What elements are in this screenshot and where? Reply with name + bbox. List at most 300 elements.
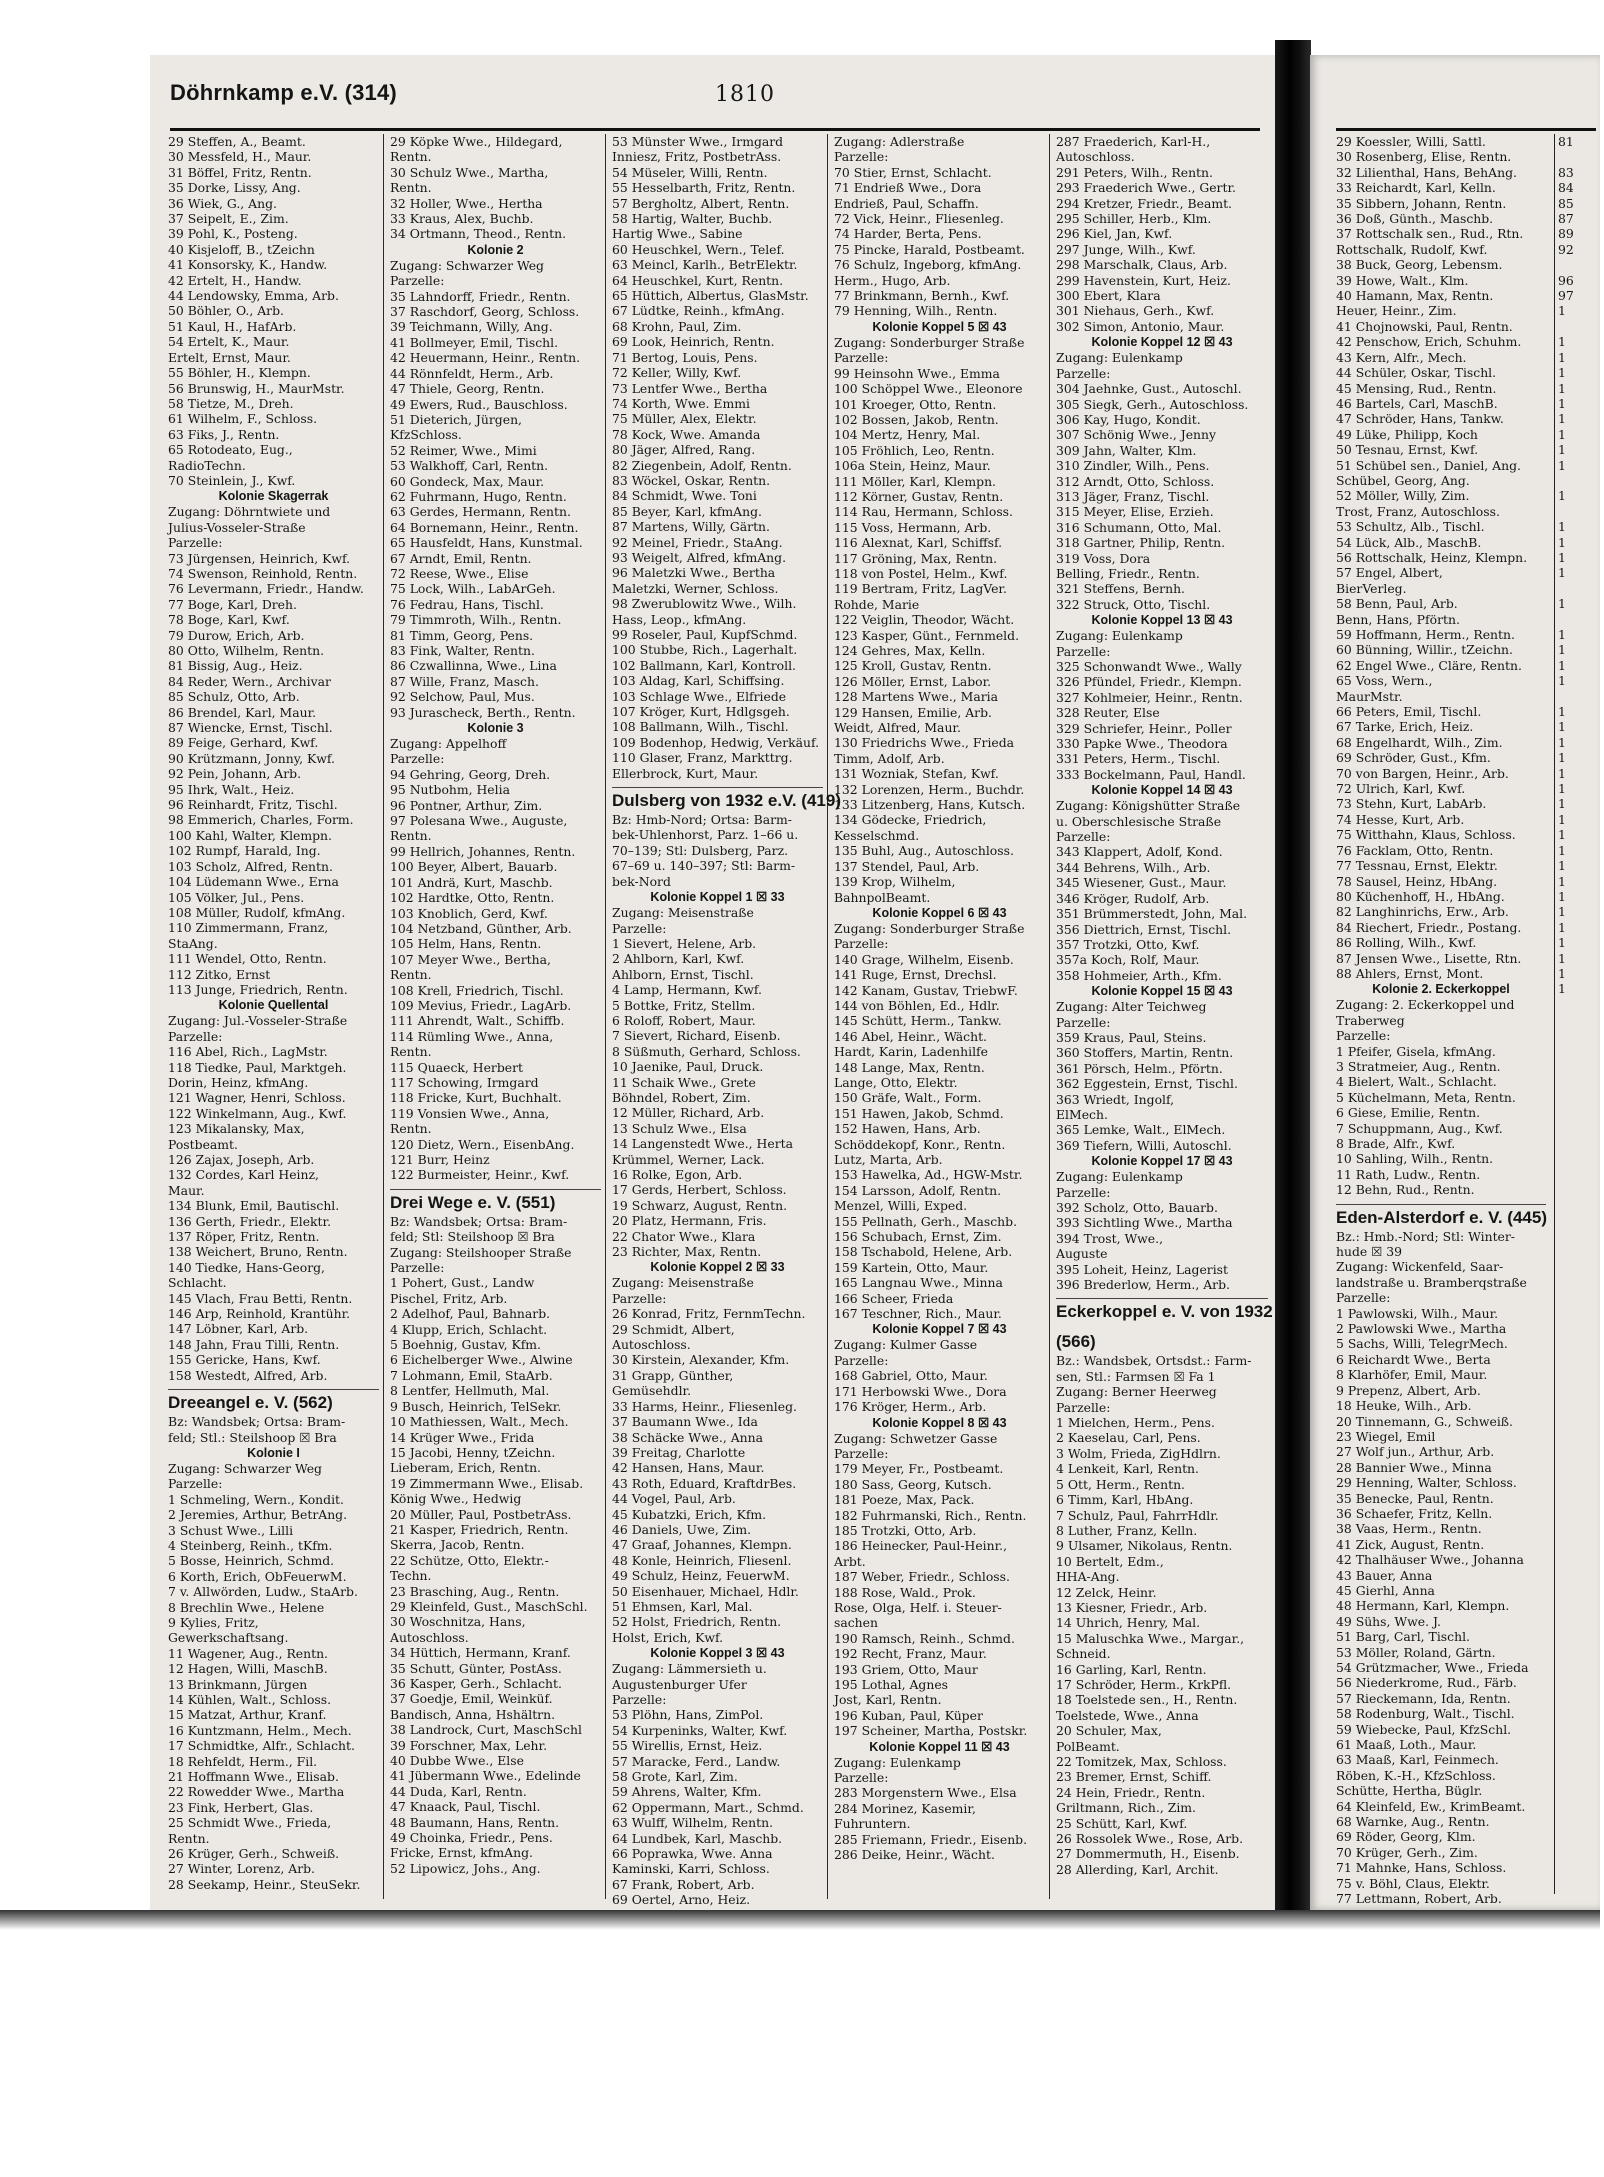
entry-line: Kesselschmd. <box>834 827 920 843</box>
entry-line: 9 Kylies, Fritz, <box>168 1614 259 1630</box>
entry-line: 284 Morinez, Kasemir, <box>834 1800 976 1816</box>
entry-line: 166 Scheer, Frieda <box>834 1290 954 1306</box>
entry-line: 126 Möller, Ernst, Labor. <box>834 673 992 689</box>
entry-line: 13 Schulz Wwe., Elsa <box>612 1120 747 1136</box>
entry-line: 307 Schönig Wwe., Jenny <box>1056 427 1217 443</box>
access-note: Parzelle: <box>834 1445 889 1461</box>
access-note: Zugang: Adlerstraße <box>834 134 965 149</box>
entry-line: 100 Schöppel Wwe., Eleonore <box>834 381 1023 397</box>
entry-line: 1 <box>1558 334 1566 350</box>
entry-line: 64 Kleinfeld, Ew., KrimBeamt. <box>1336 1798 1526 1814</box>
entry-line: 361 Pörsch, Helm., Pförtn. <box>1056 1060 1223 1076</box>
entry-line: Auguste <box>1056 1246 1108 1262</box>
entry-line: 74 Hesse, Kurt, Arb. <box>1336 811 1465 827</box>
access-note: Zugang: Berner Heerweg <box>1056 1384 1217 1400</box>
entry-line: 10 Bertelt, Edm., <box>1056 1553 1164 1569</box>
entry-line: 58 Tietze, M., Dreh. <box>168 395 294 411</box>
entry-line: 316 Schumann, Otto, Mal. <box>1056 519 1222 535</box>
access-note: Parzelle: <box>1056 1399 1111 1415</box>
access-note: Parzelle: <box>168 1028 223 1044</box>
entry-line: Autoschloss. <box>390 1629 469 1645</box>
entry-line: 133 Litzenberg, Hans, Kutsch. <box>834 797 1026 813</box>
entry-line: 147 Löbner, Karl, Arb. <box>168 1321 309 1337</box>
entry-line: 5 Küchelmann, Meta, Rentn. <box>1336 1089 1516 1105</box>
entry-line: 45 Kubatzki, Erich, Kfm. <box>612 1506 767 1522</box>
entry-line: 59 Ahrens, Walter, Kfm. <box>612 1784 762 1800</box>
page-header <box>170 80 1270 120</box>
entry-line: 4 Klupp, Erich, Schlacht. <box>390 1321 548 1337</box>
entry-line: 154 Larsson, Adolf, Rentn. <box>834 1182 1002 1198</box>
entry-line: 108 Krell, Friedrich, Tischl. <box>390 982 564 998</box>
access-note: Parzelle: <box>390 1260 445 1276</box>
entry-line: MaurMstr. <box>1336 688 1403 704</box>
entry-line: 79 Henning, Wilh., Rentn. <box>834 303 998 319</box>
entry-line: 29 Steffen, A., Beamt. <box>168 134 306 149</box>
entry-line: 51 Dieterich, Jürgen, <box>390 411 522 427</box>
entry-line: 8 Luther, Franz, Kelln. <box>1056 1522 1198 1538</box>
entry-line: 1 <box>1558 549 1566 565</box>
access-note: Parzelle: <box>834 1352 889 1368</box>
access-note: Parzelle: <box>612 1692 667 1707</box>
entry-line: 21 Hoffmann Wwe., Elisab. <box>168 1769 339 1785</box>
entry-line: 1 Pfeifer, Gisela, kfmAng. <box>1336 1043 1496 1059</box>
entry-line: 27 Dommermuth, H., Eisenb. <box>1056 1846 1240 1862</box>
entry-line: 84 Schmidt, Wwe. Toni <box>612 488 757 504</box>
entry-line: 1 <box>1558 426 1566 442</box>
entry-line: 72 Keller, Willy, Kwf. <box>612 365 742 381</box>
entry-line: 197 Scheiner, Martha, Postskr. <box>834 1723 1028 1739</box>
entry-line: 137 Röper, Fritz, Rentn. <box>168 1229 320 1245</box>
entry-line: 70 Steinlein, J., Kwf. <box>168 472 296 488</box>
entry-line: 29 Kleinfeld, Gust., MaschSchl. <box>390 1598 588 1614</box>
entry-line: Schneid. <box>1056 1646 1111 1662</box>
access-note: Parzelle: <box>1336 1028 1391 1044</box>
entry-line: 57 Rieckemann, Ida, Rentn. <box>1336 1690 1511 1706</box>
entry-line: 15 Matzat, Arthur, Kranf. <box>168 1707 327 1723</box>
entry-line: 1 <box>1558 596 1566 612</box>
entry-line: 293 Fraederich Wwe., Gertr. <box>1056 180 1236 196</box>
entry-line: 57 Maracke, Ferd., Landw. <box>612 1753 781 1769</box>
entry-line: 117 Gröning, Max, Rentn. <box>834 550 998 566</box>
access-note: Zugang: Steilshooper Straße <box>390 1244 572 1260</box>
entry-line: 81 <box>1558 134 1574 149</box>
directory-column-4 <box>830 134 1050 1899</box>
entry-line: 67–69 u. 140–397; Stl: Barm- <box>612 858 796 874</box>
entry-line: 49 Schulz, Heinz, FeuerwM. <box>612 1568 790 1584</box>
entry-line: 134 Gödecke, Friedrich, <box>834 812 987 828</box>
entry-line: 58 Grote, Karl, Zim. <box>612 1769 738 1785</box>
entry-line: 321 Steffens, Bernh. <box>1056 581 1186 597</box>
entry-line: 8 Brechlin Wwe., Helene <box>168 1599 325 1615</box>
entry-line: 117 Schowing, Irmgard <box>390 1074 539 1090</box>
entry-line: 37 Goedje, Emil, Weinküf. <box>390 1691 553 1707</box>
association-heading-cont: (566) <box>1056 1332 1096 1352</box>
entry-line: 47 Graaf, Johannes, Klempn. <box>612 1537 792 1553</box>
colony-heading: Kolonie 2. Eckerkoppel <box>1372 982 1510 997</box>
book-spine-gutter <box>1275 40 1311 1930</box>
directory-columns <box>164 134 1274 1908</box>
entry-line: 1 <box>1558 827 1566 843</box>
left-page <box>150 55 1275 1910</box>
access-note: Zugang: Kulmer Gasse <box>834 1337 978 1353</box>
entry-line: 70 Stier, Ernst, Schlacht. <box>834 164 992 180</box>
entry-line: 1 <box>1558 519 1566 535</box>
entry-line: 1 <box>1558 411 1566 427</box>
entry-line: 44 Vogel, Paul, Arb. <box>612 1491 736 1507</box>
entry-line: 358 Hohmeier, Arth., Kfm. <box>1056 967 1222 983</box>
entry-line: 98 Zwerublowitz Wwe., Wilh. <box>612 596 797 612</box>
entry-line: 96 Reinhardt, Fritz, Tischl. <box>168 797 338 813</box>
entry-line: 41 Chojnowski, Paul, Rentn. <box>1336 318 1513 334</box>
entry-line: 9 Prepenz, Albert, Arb. <box>1336 1382 1481 1398</box>
entry-line: 28 Seekamp, Heinr., SteuSekr. <box>168 1876 361 1892</box>
entry-line: 3 Schust Wwe., Lilli <box>168 1522 294 1538</box>
entry-line: 319 Voss, Dora <box>1056 550 1151 566</box>
access-note: Bz: Hmb-Nord; Ortsa: Barm- <box>612 812 792 828</box>
entry-line: 112 Körner, Gustav, Rentn. <box>834 488 1004 504</box>
entry-line: Schütte, Hertha, Büglr. <box>1336 1783 1483 1799</box>
entry-line: Gemüsehdlr. <box>612 1383 692 1399</box>
access-note: Parzelle: <box>1336 1290 1391 1306</box>
entry-line: 116 Abel, Rich., LagMstr. <box>168 1044 328 1060</box>
entry-line: 102 Hardtke, Otto, Rentn. <box>390 890 555 906</box>
entry-line: 4 Steinberg, Reinh., tKfm. <box>168 1537 333 1553</box>
entry-line: 103 Scholz, Alfred, Rentn. <box>168 858 333 874</box>
entry-line: 185 Trotzki, Otto, Arb. <box>834 1522 977 1538</box>
entry-line: 33 Kraus, Alex, Buchb. <box>390 211 534 227</box>
entry-line: 109 Mevius, Friedr., LagArb. <box>390 997 572 1013</box>
entry-line: 195 Lothal, Agnes <box>834 1677 949 1692</box>
entry-line: 318 Gartner, Philip, Rentn. <box>1056 535 1226 551</box>
access-note: Bz.: Hmb.-Nord; Stl: Winter- <box>1336 1228 1515 1244</box>
right-page-column <box>1336 134 1547 1907</box>
entry-line: 11 Schaik Wwe., Grete <box>612 1074 756 1090</box>
entry-line: 1 <box>1558 873 1566 889</box>
entry-line: 1 <box>1558 950 1566 966</box>
entry-line: 89 <box>1558 226 1574 242</box>
entry-line: 25 Schütt, Karl, Kwf. <box>1056 1815 1188 1831</box>
entry-line: 20 Tinnemann, G., Schweiß. <box>1336 1413 1513 1429</box>
entry-line: 2 Kaeselau, Carl, Pens. <box>1056 1430 1201 1446</box>
entry-line: 188 Rose, Wald., Prok. <box>834 1584 976 1600</box>
entry-line: 192 Recht, Franz, Maur. <box>834 1646 987 1662</box>
entry-line: 82 Ziegenbein, Adolf, Rentn. <box>612 457 792 473</box>
entry-line: 26 Rossolek Wwe., Rose, Arb. <box>1056 1831 1244 1847</box>
entry-line: Maletzki, Werner, Schloss. <box>612 580 779 596</box>
entry-line: 54 Ertelt, K., Maur. <box>168 334 290 350</box>
entry-line: 118 Fricke, Kurt, Buchhalt. <box>390 1090 562 1106</box>
entry-line: 63 Gerdes, Hermann, Rentn. <box>390 504 571 520</box>
access-note: Parzelle: <box>612 1290 667 1306</box>
entry-line: 120 Dietz, Wern., EisenbAng. <box>390 1136 575 1152</box>
entry-line: Schöddekopf, Konr., Rentn. <box>834 1136 1006 1152</box>
entry-line: 72 Vick, Heinr., Fliesenleg. <box>834 211 1004 227</box>
entry-line: 150 Gräfe, Walt., Form. <box>834 1090 982 1106</box>
entry-line: 48 Konle, Heinrich, Fliesenl. <box>612 1552 792 1568</box>
entry-line: 62 Engel Wwe., Cläre, Rentn. <box>1336 657 1522 673</box>
entry-line: 1 <box>1558 627 1566 642</box>
entry-line: 343 Klappert, Adolf, Kond. <box>1056 844 1223 860</box>
entry-line: 69 Oertel, Arno, Heiz. <box>612 1892 751 1908</box>
entry-line: 122 Winkelmann, Aug., Kwf. <box>168 1105 347 1121</box>
entry-line: 106a Stein, Heinz, Maur. <box>834 458 991 474</box>
entry-line: 363 Wriedt, Ingolf, <box>1056 1091 1175 1107</box>
entry-line: 37 Rottschalk sen., Rud., Rtn. <box>1336 226 1524 242</box>
entry-line: 1 <box>1558 965 1566 981</box>
entry-line: 36 Doß, Günth., Maschb. <box>1336 211 1494 227</box>
entry-line: 1 <box>1558 765 1566 781</box>
entry-line: 330 Papke Wwe., Theodora <box>1056 736 1228 752</box>
entry-line: 5 Bosse, Heinrich, Schmd. <box>168 1553 335 1569</box>
entry-line: 65 Hüttich, Albertus, GlasMstr. <box>612 288 809 304</box>
entry-line: 58 Rodenburg, Walt., Tischl. <box>1336 1706 1515 1722</box>
access-note: Zugang: Wickenfeld, Saar- <box>1336 1259 1504 1275</box>
entry-line: 72 Reese, Wwe., Elise <box>390 565 529 581</box>
entry-line: 121 Wagner, Henri, Schloss. <box>168 1090 346 1106</box>
entry-line: 87 Martens, Willy, Gärtn. <box>612 519 770 535</box>
entry-line: 80 Otto, Wilhelm, Rentn. <box>168 643 325 658</box>
entry-line: 132 Lorenzen, Herm., Buchdr. <box>834 781 1025 797</box>
entry-line: Fricke, Ernst, kfmAng. <box>390 1845 533 1861</box>
association-heading: Eden-Alsterdorf e. V. (445) <box>1336 1204 1546 1229</box>
entry-line: 32 Lilienthal, Hans, BehAng. <box>1336 164 1517 180</box>
access-note: Zugang: Eulenkamp <box>1056 1169 1183 1185</box>
entry-line: Timm, Adolf, Arb. <box>834 750 945 766</box>
entry-line: 305 Siegk, Gerh., Autoschloss. <box>1056 396 1249 412</box>
header-rule <box>170 128 1260 131</box>
entry-line: Herm., Hugo, Arb. <box>834 272 951 288</box>
entry-line: 52 Holst, Friedrich, Rentn. <box>612 1614 782 1630</box>
entry-line: 67 Lüdtke, Reinh., kfmAng. <box>612 303 785 319</box>
entry-line: 62 Oppermann, Mart., Schmd. <box>612 1799 804 1815</box>
entry-line: 87 Jensen Wwe., Lisette, Rtn. <box>1336 950 1522 966</box>
access-note: Parzelle: <box>390 751 445 767</box>
entry-line: 1 <box>1558 734 1566 750</box>
entry-line: 75 Müller, Alex, Elektr. <box>612 411 757 427</box>
entry-line: 19 Zimmermann Wwe., Elisab. <box>390 1475 584 1491</box>
entry-line <box>1558 319 1604 334</box>
entry-line: 29 Koessler, Willi, Sattl. <box>1336 134 1486 149</box>
entry-line: 32 Holler, Wwe., Hertha <box>390 195 543 211</box>
entry-line: 54 Müseler, Willi, Rentn. <box>612 164 768 180</box>
entry-line: 36 Kasper, Gerh., Schlacht. <box>390 1676 562 1691</box>
entry-line: 40 Dubbe Wwe., Else <box>390 1753 524 1769</box>
entry-line: 69 Schröder, Gust., Kfm. <box>1336 750 1491 766</box>
entry-line: Fuhruntern. <box>834 1816 911 1832</box>
entry-line: Schlacht. <box>168 1275 227 1291</box>
entry-line: PolBeamt. <box>1056 1738 1120 1754</box>
entry-line: Rottschalk, Rudolf, Kwf. <box>1336 241 1488 257</box>
entry-line: 8 Brade, Alfr., Kwf. <box>1336 1136 1456 1151</box>
access-note: Zugang: Appelhoff <box>390 736 507 752</box>
entry-line: 294 Kretzer, Friedr., Beamt. <box>1056 195 1232 211</box>
entry-line: Benn, Hans, Pförtn. <box>1336 611 1460 627</box>
entry-line: 86 Brendel, Karl, Maur. <box>168 704 317 720</box>
entry-line: 6 Reichardt Wwe., Berta <box>1336 1351 1491 1367</box>
entry-line: 111 Möller, Karl, Klempn. <box>834 473 996 489</box>
entry-line: 12 Behn, Rud., Rentn. <box>1336 1182 1475 1198</box>
entry-line: 1 <box>1558 811 1566 827</box>
entry-line: StaAng. <box>168 935 218 951</box>
entry-line: 49 Choinka, Friedr., Pens. <box>390 1830 553 1846</box>
entry-line: 30 Kirstein, Alexander, Kfm. <box>612 1352 790 1368</box>
entry-line: 22 Chator Wwe., Klara <box>612 1228 756 1244</box>
entry-line: 36 Wiek, G., Ang. <box>168 195 277 211</box>
entry-line: 77 Lettmann, Robert, Arb. <box>1336 1891 1502 1907</box>
entry-line: 20 Müller, Paul, PostbetrAss. <box>390 1506 572 1522</box>
entry-line: RadioTechn. <box>168 457 246 473</box>
entry-line: 5 Sachs, Willi, TelegrMech. <box>1336 1336 1508 1352</box>
access-note: Parzelle: <box>1056 1014 1111 1030</box>
entry-line: 73 Stehn, Kurt, LabArb. <box>1336 796 1487 812</box>
entry-line: 84 Riechert, Friedr., Postang. <box>1336 919 1522 935</box>
entry-line: 31 Grapp, Günther, <box>612 1367 734 1383</box>
access-note: Parzelle: <box>1056 365 1111 381</box>
entry-line: Postbeamt. <box>168 1136 238 1152</box>
entry-line: 119 Vonsien Wwe., Anna, <box>390 1105 550 1121</box>
access-note: Zugang: Sonderburger Straße <box>834 920 1025 936</box>
entry-line: 1 <box>1558 796 1566 812</box>
entry-line: 113 Junge, Friedrich, Rentn. <box>168 981 348 997</box>
entry-line: 351 Brümmerstedt, John, Mal. <box>1056 906 1248 922</box>
entry-line: 85 Beyer, Karl, kfmAng. <box>612 503 762 519</box>
entry-line: 19 Schwarz, August, Rentn. <box>612 1197 788 1213</box>
entry-line: 14 Krüger Wwe., Frida <box>390 1429 535 1445</box>
entry-line: Rentn. <box>390 180 432 196</box>
entry-line: Toelstede, Wwe., Anna <box>1056 1707 1199 1723</box>
colony-heading: Kolonie Koppel 3 ☒ 43 <box>650 1646 785 1661</box>
entry-line: 5 Boehnig, Gustav, Kfm. <box>390 1337 541 1353</box>
entry-line: 1 <box>1558 719 1566 735</box>
entry-line: 75 v. Böhl, Claus, Elektr. <box>1336 1875 1490 1891</box>
entry-line: Traberweg <box>1336 1012 1405 1028</box>
entry-line: Hardt, Karin, Ladenhilfe <box>834 1044 988 1060</box>
entry-line: 78 Kock, Wwe. Amanda <box>612 426 761 442</box>
entry-line: 41 Bollmeyer, Emil, Tischl. <box>390 334 559 350</box>
entry-line: 7 Schuppmann, Aug., Kwf. <box>1336 1120 1503 1136</box>
entry-line: 68 Warnke, Aug., Rentn. <box>1336 1814 1490 1830</box>
entry-line: Ahlborn, Ernst, Tischl. <box>612 966 754 982</box>
entry-line: Gewerkschaftsang. <box>168 1630 289 1646</box>
entry-line: 18 Toelstede sen., H., Rentn. <box>1056 1692 1238 1708</box>
entry-line: 76 Schulz, Ingeborg, kfmAng. <box>834 257 1022 273</box>
entry-line: 42 Penschow, Erich, Schuhm. <box>1336 334 1522 350</box>
entry-line: 59 Hoffmann, Herm., Rentn. <box>1336 627 1515 642</box>
entry-line: 326 Pfündel, Friedr., Klempn. <box>1056 674 1242 690</box>
entry-line: 4 Lamp, Hermann, Kwf. <box>612 982 762 998</box>
access-note: Bz.: Wandsbek, Ortsdst.: Farm- <box>1056 1353 1252 1369</box>
entry-line: 187 Weber, Friedr., Schloss. <box>834 1569 1010 1585</box>
entry-line: 1 <box>1558 673 1566 689</box>
access-note: Parzelle: <box>390 273 445 289</box>
access-note: Parzelle: <box>834 936 889 952</box>
access-note: Zugang: Eulenkamp <box>834 1754 961 1770</box>
entry-line: 12 Müller, Richard, Arb. <box>612 1105 765 1121</box>
entry-line: 78 Sausel, Heinz, HbAng. <box>1336 873 1498 889</box>
entry-line: 24 Hein, Friedr., Rentn. <box>1056 1784 1206 1800</box>
entry-line: 115 Voss, Hermann, Arb. <box>834 519 992 535</box>
entry-line: 357 Trotzki, Otto, Kwf. <box>1056 936 1200 952</box>
entry-line: Griltmann, Rich., Zim. <box>1056 1800 1196 1816</box>
entry-line <box>1558 612 1604 627</box>
entry-line: 108 Ballmann, Wilh., Tischl. <box>612 719 789 735</box>
entry-line: 89 Feige, Gerhard, Kwf. <box>168 735 319 751</box>
entry-line: 1 <box>1558 888 1566 904</box>
entry-line: Autoschloss. <box>1056 149 1135 165</box>
entry-line: 299 Havenstein, Kurt, Heiz. <box>1056 272 1231 288</box>
colony-heading: Kolonie Koppel 11 ☒ 43 <box>869 1739 1010 1754</box>
entry-line: Holst, Erich, Kwf. <box>612 1629 724 1645</box>
entry-line: 70 Krüger, Gerh., Zim. <box>1336 1844 1478 1860</box>
entry-line: 2 Pawlowski Wwe., Martha <box>1336 1321 1507 1337</box>
entry-line: 53 Münster Wwe., Irmgard <box>612 134 784 149</box>
entry-line: 112 Zitko, Ernst <box>168 966 271 982</box>
entry-line: 395 Loheit, Heinz, Lagerist <box>1056 1261 1228 1277</box>
entry-line: 134 Blunk, Emil, Bautischl. <box>168 1198 340 1214</box>
entry-line: 41 Jübermann Wwe., Edelinde <box>390 1768 581 1784</box>
entry-line: Inniesz, Fritz, PostbetrAss. <box>612 149 782 165</box>
entry-line: 126 Zajax, Joseph, Arb. <box>168 1152 315 1167</box>
entry-line: 21 Kasper, Friedrich, Rentn. <box>390 1521 569 1537</box>
entry-line: 76 Facklam, Otto, Rentn. <box>1336 842 1494 858</box>
entry-line: 1 <box>1558 457 1566 473</box>
entry-line: 65 Rotodeato, Eug., <box>168 442 293 458</box>
entry-line: 56 Niederkrome, Rud., Färb. <box>1336 1675 1517 1691</box>
entry-line: 306 Kay, Hugo, Kondit. <box>1056 411 1201 427</box>
entry-line: 1 <box>1558 919 1566 935</box>
entry-line: 35 Sibbern, Johann, Rentn. <box>1336 195 1507 211</box>
scan-bottom-edge <box>0 1910 1600 1930</box>
entry-line: 193 Griem, Otto, Maur <box>834 1661 978 1677</box>
entry-line: 60 Heuschkel, Wern., Telef. <box>612 241 785 257</box>
entry-line: 1 Schmeling, Wern., Kondit. <box>168 1491 344 1507</box>
colony-heading: Kolonie Koppel 13 ☒ 43 <box>1091 613 1233 628</box>
entry-line: 1 <box>1558 303 1566 319</box>
entry-line: 30 Woschnitza, Hans, <box>390 1614 526 1630</box>
entry-line: 100 Beyer, Albert, Bauarb. <box>390 859 558 875</box>
entry-line: 75 Witthahn, Klaus, Schloss. <box>1336 827 1516 843</box>
entry-line: 302 Simon, Antonio, Maur. <box>1056 318 1225 334</box>
entry-line: 49 Sühs, Wwe. J. <box>1336 1613 1441 1629</box>
access-note: Zugang: Jul.-Vosseler-Straße <box>168 1013 348 1029</box>
entry-line: 137 Stendel, Paul, Arb. <box>834 858 980 874</box>
entry-line: 11 Rath, Ludw., Rentn. <box>1336 1166 1481 1182</box>
access-note: Parzelle: <box>834 1770 889 1786</box>
entry-line: sachen <box>834 1615 878 1631</box>
entry-line: 43 Roth, Eduard, KraftdrBes. <box>612 1475 797 1491</box>
access-note: Parzelle: <box>1056 1184 1111 1200</box>
entry-line: 83 Fink, Walter, Rentn. <box>390 643 535 658</box>
entry-line: 114 Rümling Wwe., Anna, <box>390 1028 554 1044</box>
entry-line: feld; Stl.: Steilshoop ☒ Bra <box>168 1429 337 1445</box>
entry-line: 95 Nutbohm, Helia <box>390 782 510 798</box>
entry-line: bek-Nord <box>612 873 671 889</box>
entry-line: 103 Knoblich, Gerd, Kwf. <box>390 905 548 921</box>
entry-line: 23 Brasching, Aug., Rentn. <box>390 1583 560 1599</box>
entry-line: 16 Rolke, Egon, Arb. <box>612 1167 743 1182</box>
entry-line: 85 <box>1558 195 1574 211</box>
entry-line: 15 Jacobi, Henny, tZeichn. <box>390 1444 556 1460</box>
access-note: Parzelle: <box>168 1476 223 1492</box>
entry-line: 74 Swenson, Reinhold, Rentn. <box>168 565 358 581</box>
entry-line: 3 Wolm, Frieda, ZigHdlrn. <box>1056 1445 1221 1461</box>
entry-line: 146 Abel, Heinr., Wächt. <box>834 1028 987 1044</box>
entry-line: 1 Sievert, Helene, Arb. <box>612 935 757 951</box>
entry-line: 58 Hartig, Walter, Buchb. <box>612 211 773 227</box>
entry-line: 105 Völker, Jul., Pens. <box>168 889 305 905</box>
entry-line: 62 Fuhrmann, Hugo, Rentn. <box>390 488 567 504</box>
entry-line: 144 von Böhlen, Ed., Hdlr. <box>834 997 1000 1013</box>
